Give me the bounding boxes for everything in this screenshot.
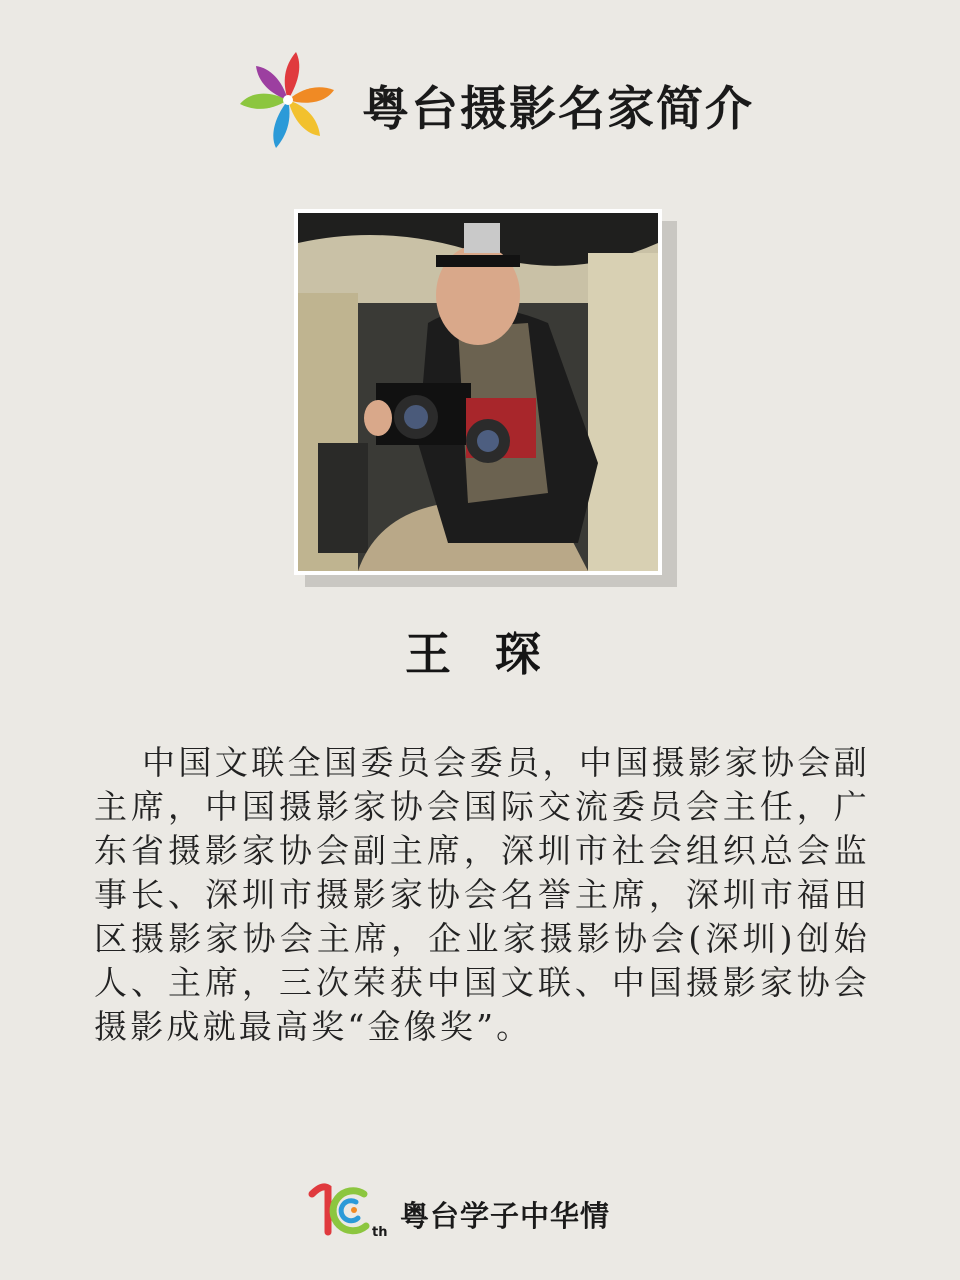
person-name: 王 琛 — [404, 627, 555, 681]
portrait-photo — [298, 213, 658, 571]
footer-title: 粤台学子中华情 — [400, 1199, 611, 1233]
footer — [306, 1180, 666, 1244]
photo-frame — [294, 209, 662, 575]
tenth-anniversary-badge-icon — [306, 1180, 396, 1242]
biography-text: 中国文联全国委员会委员，中国摄影家协会副主席，中国摄影家协会国际交流委员会主任，广东省摄影家协会副主席，深圳市社会组织总会监事长、深圳市摄影家协会名誉主席，深圳市福田区摄影家协会主席，企业家摄影协会(深圳)创始人、主席，三次荣获中国文联、中国摄影家协会摄影成就最高奖“金像奖”。 — [94, 743, 870, 1046]
page-header — [236, 46, 754, 156]
pinwheel-logo-icon — [236, 46, 340, 154]
svg-text:th: th — [372, 1225, 388, 1240]
page-title: 粤台摄影名家简介 — [362, 82, 754, 137]
